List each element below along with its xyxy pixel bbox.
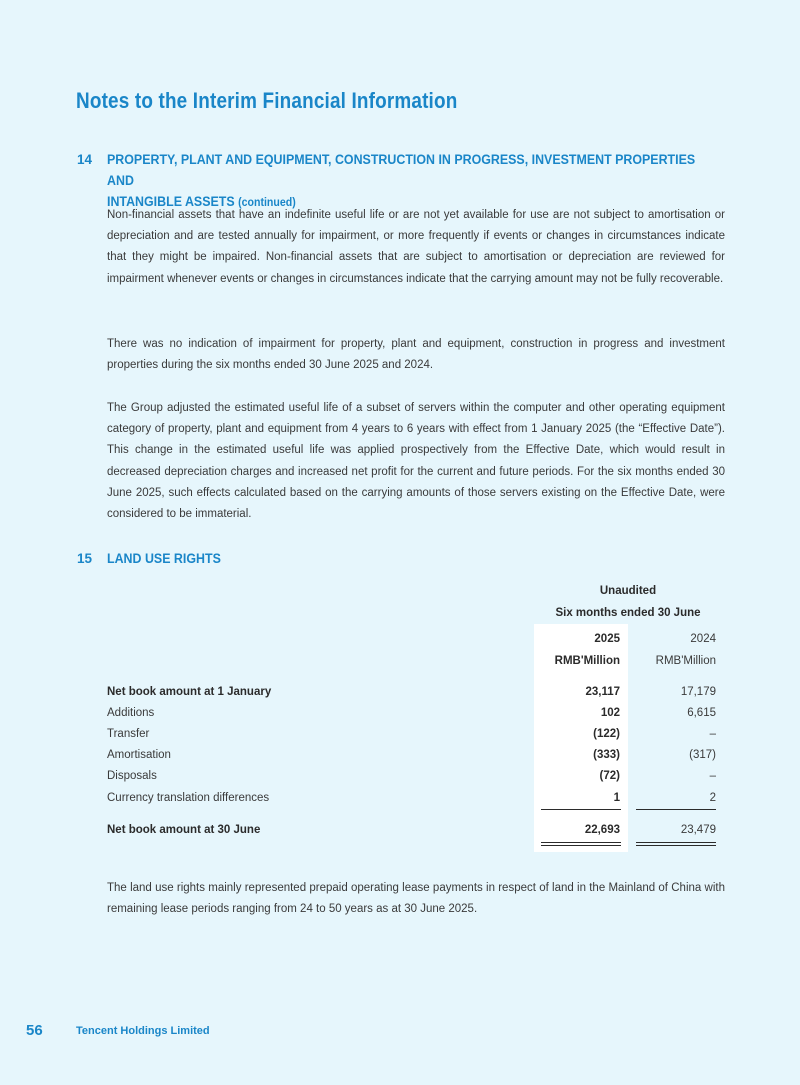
value-2024: (317)	[689, 749, 716, 761]
value-2024: 6,615	[687, 707, 716, 719]
value-2025: 102	[600, 707, 620, 719]
section-15-note: The land use rights mainly represented prepaid operating lease payments in respect of land in the Mainland of China with remaining lease periods ranging from 24 to 50 years as at 30 June 2025.	[107, 882, 725, 916]
value-2025: 1	[613, 792, 620, 804]
section-14-continued: (continued)	[238, 197, 296, 209]
total-rule-2025-top	[541, 842, 621, 843]
section-14-title-line2-text: INTANGIBLE ASSETS	[107, 194, 235, 209]
value-2025: (122)	[593, 728, 620, 740]
column-unit-2024: RMB'Million	[655, 655, 716, 667]
column-year-2024: 2024	[690, 633, 716, 645]
row-label: Net book amount at 30 June	[107, 824, 261, 836]
row-label: Net book amount at 1 January	[107, 686, 272, 698]
value-2024: 2	[709, 792, 716, 804]
section-14-paragraph-2: There was no indication of impairment for property, plant and equipment, construction in progress and investment properties during the six months ended 30 June 2025 and 2024.	[107, 338, 725, 372]
total-rule-2024-bottom	[636, 845, 716, 846]
section-15-title: LAND USE RIGHTS	[107, 551, 221, 566]
row-label: Amortisation	[107, 749, 171, 761]
company-name: Tencent Holdings Limited	[76, 1025, 210, 1037]
row-label: Additions	[107, 707, 155, 719]
table-header-period: Six months ended 30 June	[555, 607, 701, 619]
column-year-2025: 2025	[594, 633, 620, 645]
subtotal-rule-2024	[636, 809, 716, 810]
column-unit-2025: RMB'Million	[554, 655, 620, 667]
section-14-paragraph-3: The Group adjusted the estimated useful life of a subset of servers within the computer and other operating equipment category of property, plant and equipment from 4 years to 6 years with effect from 1 January 2025 (the “Effective Date”). This change in the estimated useful life was applied prospectively from the Effective Date, which would result in decreased depreciation charges and increased net profit for the current and future periods. For the six months ended 30 June 2025, such effects calculated based on the carrying amounts of those servers existing on the Effective Date, were considered to be immaterial.	[107, 402, 725, 521]
subtotal-rule-2025	[541, 809, 621, 810]
section-14-number: 14	[77, 152, 93, 167]
value-2024: 17,179	[680, 686, 716, 698]
row-label: Currency translation differences	[107, 792, 270, 804]
row-label: Transfer	[107, 728, 150, 740]
value-2024: 23,479	[680, 824, 716, 836]
value-2025: 23,117	[585, 686, 620, 698]
value-2025: (72)	[599, 770, 620, 782]
section-14-paragraph-1: Non-financial assets that have an indefinite useful life or are not yet available for use are not subject to amortisation or depreciation and are tested annually for impairment, or more frequently if events or changes in circumstances indicate that they might be impaired. Non-financial assets that are subject to amortisation or depreciation are reviewed for impairment whenever events or changes in circumstances indicate that the carrying amount may not be fully recoverable.	[107, 209, 725, 285]
value-2024: –	[709, 770, 716, 782]
table-header-unaudited: Unaudited	[599, 585, 657, 597]
value-2025: (333)	[593, 749, 620, 761]
total-rule-2025-bottom	[541, 845, 621, 846]
value-2025: 22,693	[584, 824, 620, 836]
value-2024: –	[709, 728, 716, 740]
page-number: 56	[26, 1022, 43, 1039]
section-15-number: 15	[77, 551, 93, 566]
section-14-title-line1: PROPERTY, PLANT AND EQUIPMENT, CONSTRUCTION IN PROGRESS, INVESTMENT PROPERTIES AND	[107, 152, 696, 188]
row-label: Disposals	[107, 770, 157, 782]
page-title: Notes to the Interim Financial Information	[76, 88, 458, 113]
total-rule-2024-top	[636, 842, 716, 843]
